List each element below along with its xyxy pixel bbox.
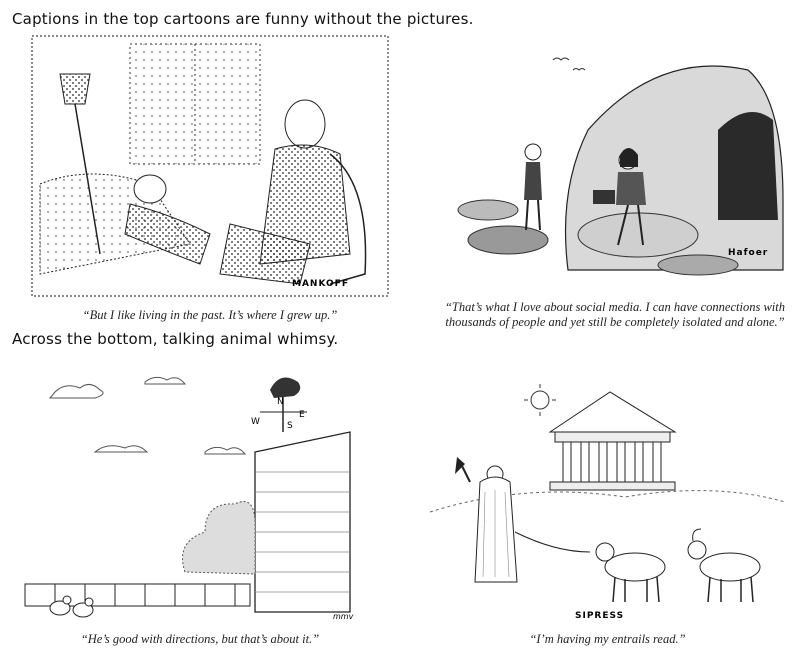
cartoon-cave-caption-line2: thousands of people and yet still be completely isolated and alone.” [445, 315, 785, 329]
cartoon-entrails-panel [425, 362, 790, 622]
cartoon-cave-illustration [448, 40, 788, 290]
cartoon-therapist-caption: “But I like living in the past. It’s where I grew up.” [82, 308, 338, 322]
cartoon-entrails-signature: SIPRESS [575, 611, 625, 621]
compass-n-label: N [277, 397, 284, 407]
compass-s-label: S [287, 421, 293, 431]
cartoon-cave-signature: Hafoer [728, 248, 769, 258]
cartoon-cave-caption-line1: “That’s what I love about social media. I can have connections with [444, 300, 785, 314]
cartoon-entrails-illustration [425, 362, 790, 622]
cartoon-weathervane-signature: mmv [333, 612, 354, 621]
cartoon-weathervane-illustration [15, 362, 385, 622]
cartoon-weathervane-caption: “He’s good with directions, but that’s about it.” [80, 632, 320, 646]
cartoon-cave-caption [440, 300, 790, 330]
cartoon-therapist-panel [30, 34, 390, 298]
cartoon-weathervane-panel [15, 362, 385, 622]
bottom-section-heading: Across the bottom, talking animal whimsy. [12, 330, 339, 348]
cartoon-cave-panel [448, 40, 788, 290]
compass-e-label: E [299, 410, 305, 420]
top-section-heading: Captions in the top cartoons are funny without the pictures. [12, 10, 474, 28]
cartoon-therapist-illustration [30, 34, 390, 298]
cartoon-entrails-caption: “I’m having my entrails read.” [529, 632, 686, 646]
cartoon-therapist-signature: MANKOFF [292, 279, 349, 289]
compass-w-label: W [251, 417, 260, 427]
